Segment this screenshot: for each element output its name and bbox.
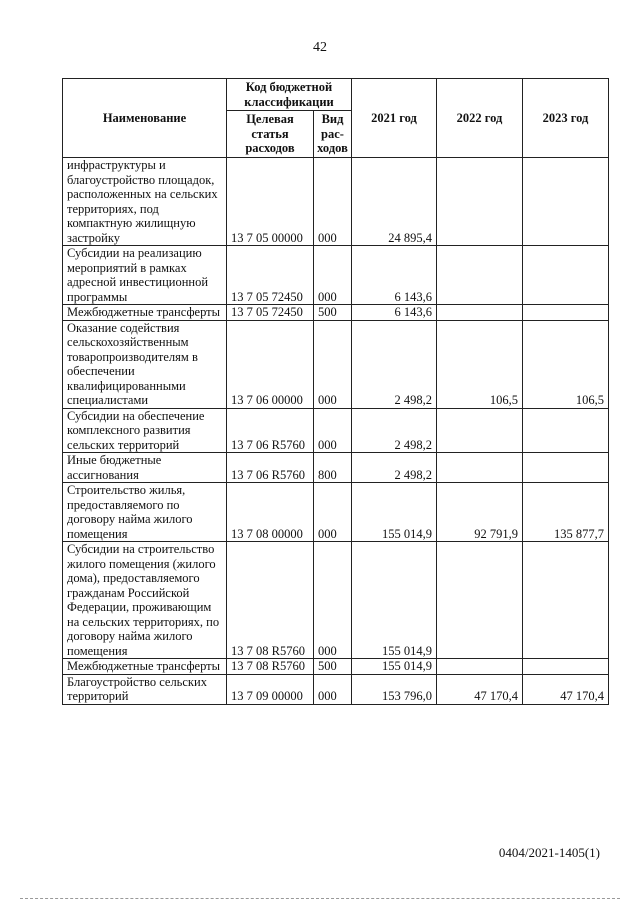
table-row [63,453,609,483]
cell-2022 [437,453,523,483]
cell-expense-kind: 000 [314,542,352,659]
cell-2022 [437,542,523,659]
cell-2023 [523,246,609,305]
header-expense-kind: Вид рас-ходов [314,111,352,158]
cell-expense-kind: 000 [314,158,352,246]
document-number: 0404/2021-1405(1) [498,845,600,860]
cell-2022 [437,408,523,453]
cell-2021: 6 143,6 [352,305,437,321]
cell-target-article: 13 7 09 00000 [227,674,314,704]
cell-2021: 2 498,2 [352,453,437,483]
cell-2023 [523,453,609,483]
cell-target-article: 13 7 05 72450 [227,246,314,305]
cell-expense-kind: 500 [314,659,352,675]
table-row [63,674,609,704]
header-name: Наименование [63,79,227,158]
cell-name: Иные бюджетные ассигнования [63,453,227,483]
table-row [63,305,609,321]
table-body [63,158,609,705]
cell-2022 [437,305,523,321]
cell-2022 [437,158,523,246]
cell-target-article: 13 7 06 R5760 [227,453,314,483]
cell-target-article: 13 7 06 00000 [227,320,314,408]
header-code-group: Код бюджетной классификации [227,79,352,111]
cell-target-article: 13 7 08 R5760 [227,542,314,659]
cell-name: инфраструктуры и благоустройство площадок, расположенных на сельских территориях, под компактную жилищную застройку [63,158,227,246]
cell-expense-kind: 500 [314,305,352,321]
table-row [63,483,609,542]
cell-2021: 6 143,6 [352,246,437,305]
cell-expense-kind: 000 [314,483,352,542]
cell-2021: 24 895,4 [352,158,437,246]
cell-2023 [523,542,609,659]
cell-name: Субсидии на строительство жилого помещения (жилого дома), предоставляемого гражданам Российской Федерации, проживающим на сельских территориях, по договору найма жилого помещения [63,542,227,659]
cell-target-article: 13 7 08 00000 [227,483,314,542]
cell-2023: 135 877,7 [523,483,609,542]
page-number: 42 [313,40,327,55]
header-2022: 2022 год [437,79,523,158]
cell-2023: 106,5 [523,320,609,408]
cell-2022: 106,5 [437,320,523,408]
table-row [63,659,609,675]
cell-2023 [523,158,609,246]
table-row [63,542,609,659]
cell-name: Межбюджетные трансферты [63,659,227,675]
cell-name: Благоустройство сельских территорий [63,674,227,704]
cell-2023: 47 170,4 [523,674,609,704]
budget-table [62,78,609,705]
cell-name: Строительство жилья, предоставляемого по договору найма жилого помещения [63,483,227,542]
cell-target-article: 13 7 05 00000 [227,158,314,246]
table-row [63,158,609,246]
cell-2022 [437,246,523,305]
cell-target-article: 13 7 06 R5760 [227,408,314,453]
cell-2021: 155 014,9 [352,542,437,659]
cell-name: Межбюджетные трансферты [63,305,227,321]
cell-expense-kind: 000 [314,320,352,408]
cell-expense-kind: 800 [314,453,352,483]
cell-name: Оказание содействия сельскохозяйственным товаропроизводителям в обеспечении квалифицированными специалистами [63,320,227,408]
cell-2023 [523,408,609,453]
cell-2021: 2 498,2 [352,320,437,408]
cell-2021: 155 014,9 [352,483,437,542]
header-2021: 2021 год [352,79,437,158]
cell-target-article: 13 7 08 R5760 [227,659,314,675]
cell-expense-kind: 000 [314,408,352,453]
cell-name: Субсидии на реализацию мероприятий в рамках адресной инвестиционной программы [63,246,227,305]
cell-2022: 92 791,9 [437,483,523,542]
table-row [63,408,609,453]
header-target-article: Целевая статья расходов [227,111,314,158]
footer-rule [20,898,620,899]
table-row [63,320,609,408]
cell-2021: 153 796,0 [352,674,437,704]
cell-2022: 47 170,4 [437,674,523,704]
cell-2022 [437,659,523,675]
cell-target-article: 13 7 05 72450 [227,305,314,321]
cell-2021: 155 014,9 [352,659,437,675]
cell-2021: 2 498,2 [352,408,437,453]
cell-2023 [523,659,609,675]
cell-name: Субсидии на обеспечение комплексного развития сельских территорий [63,408,227,453]
table-row [63,246,609,305]
cell-expense-kind: 000 [314,674,352,704]
header-2023: 2023 год [523,79,609,158]
cell-2023 [523,305,609,321]
cell-expense-kind: 000 [314,246,352,305]
